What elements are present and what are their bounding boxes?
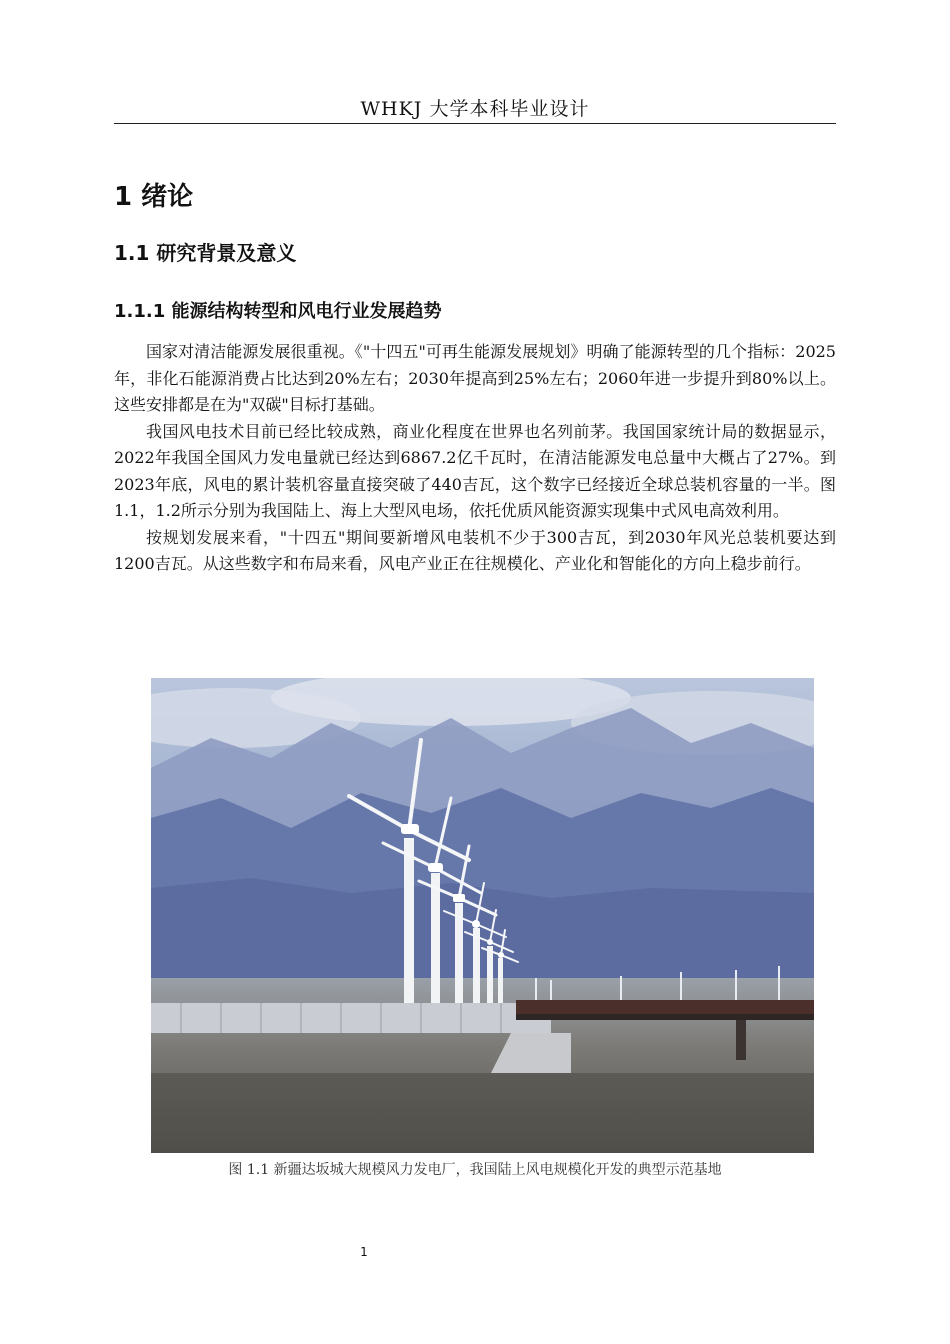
header-divider <box>114 123 836 124</box>
body-text <box>114 339 836 578</box>
figure-caption: 图 1.1 新疆达坂城大规模风力发电厂，我国陆上风电规模化开发的典型示范基地 <box>228 1162 722 1178</box>
chapter-heading: 1 绪论 <box>114 182 194 212</box>
section-heading: 1.1 研究背景及意义 <box>114 241 297 265</box>
wind-farm-photo <box>151 678 814 1153</box>
page-number: 1 <box>360 1245 368 1259</box>
page-header-title: WHKJ 大学本科毕业设计 <box>360 98 590 120</box>
paragraph: 我国风电技术目前已经比较成熟，商业化程度在世界也名列前茅。我国国家统计局的数据显示，2022年我国全国风力发电量就已经达到6867.2亿千瓦时，在清洁能源发电总量中大概占了27%。到2023年底，风电的累计装机容量直接突破了440吉瓦，这个数字已经接近全球总装机容量的一半。图1.1，1.2所示分别为我国陆上、海上大型风电场，依托优质风能资源实现集中式风电高效利用。 <box>114 421 836 520</box>
paragraph: 按规划发展来看，"十四五"期间要新增风电装机不少于300吉瓦，到2030年风光总装机要达到1200吉瓦。从这些数字和布局来看，风电产业正在往规模化、产业化和智能化的方向上稳步前行。 <box>114 527 836 573</box>
subsection-heading: 1.1.1 能源结构转型和风电行业发展趋势 <box>114 301 442 322</box>
paragraph: 国家对清洁能源发展很重视。《"十四五"可再生能源发展规划》明确了能源转型的几个指标：2025年，非化石能源消费占比达到20%左右；2030年提高到25%左右；2060年进一步提升到80%以上。这些安排都是在为"双碳"目标打基础。 <box>114 342 836 414</box>
